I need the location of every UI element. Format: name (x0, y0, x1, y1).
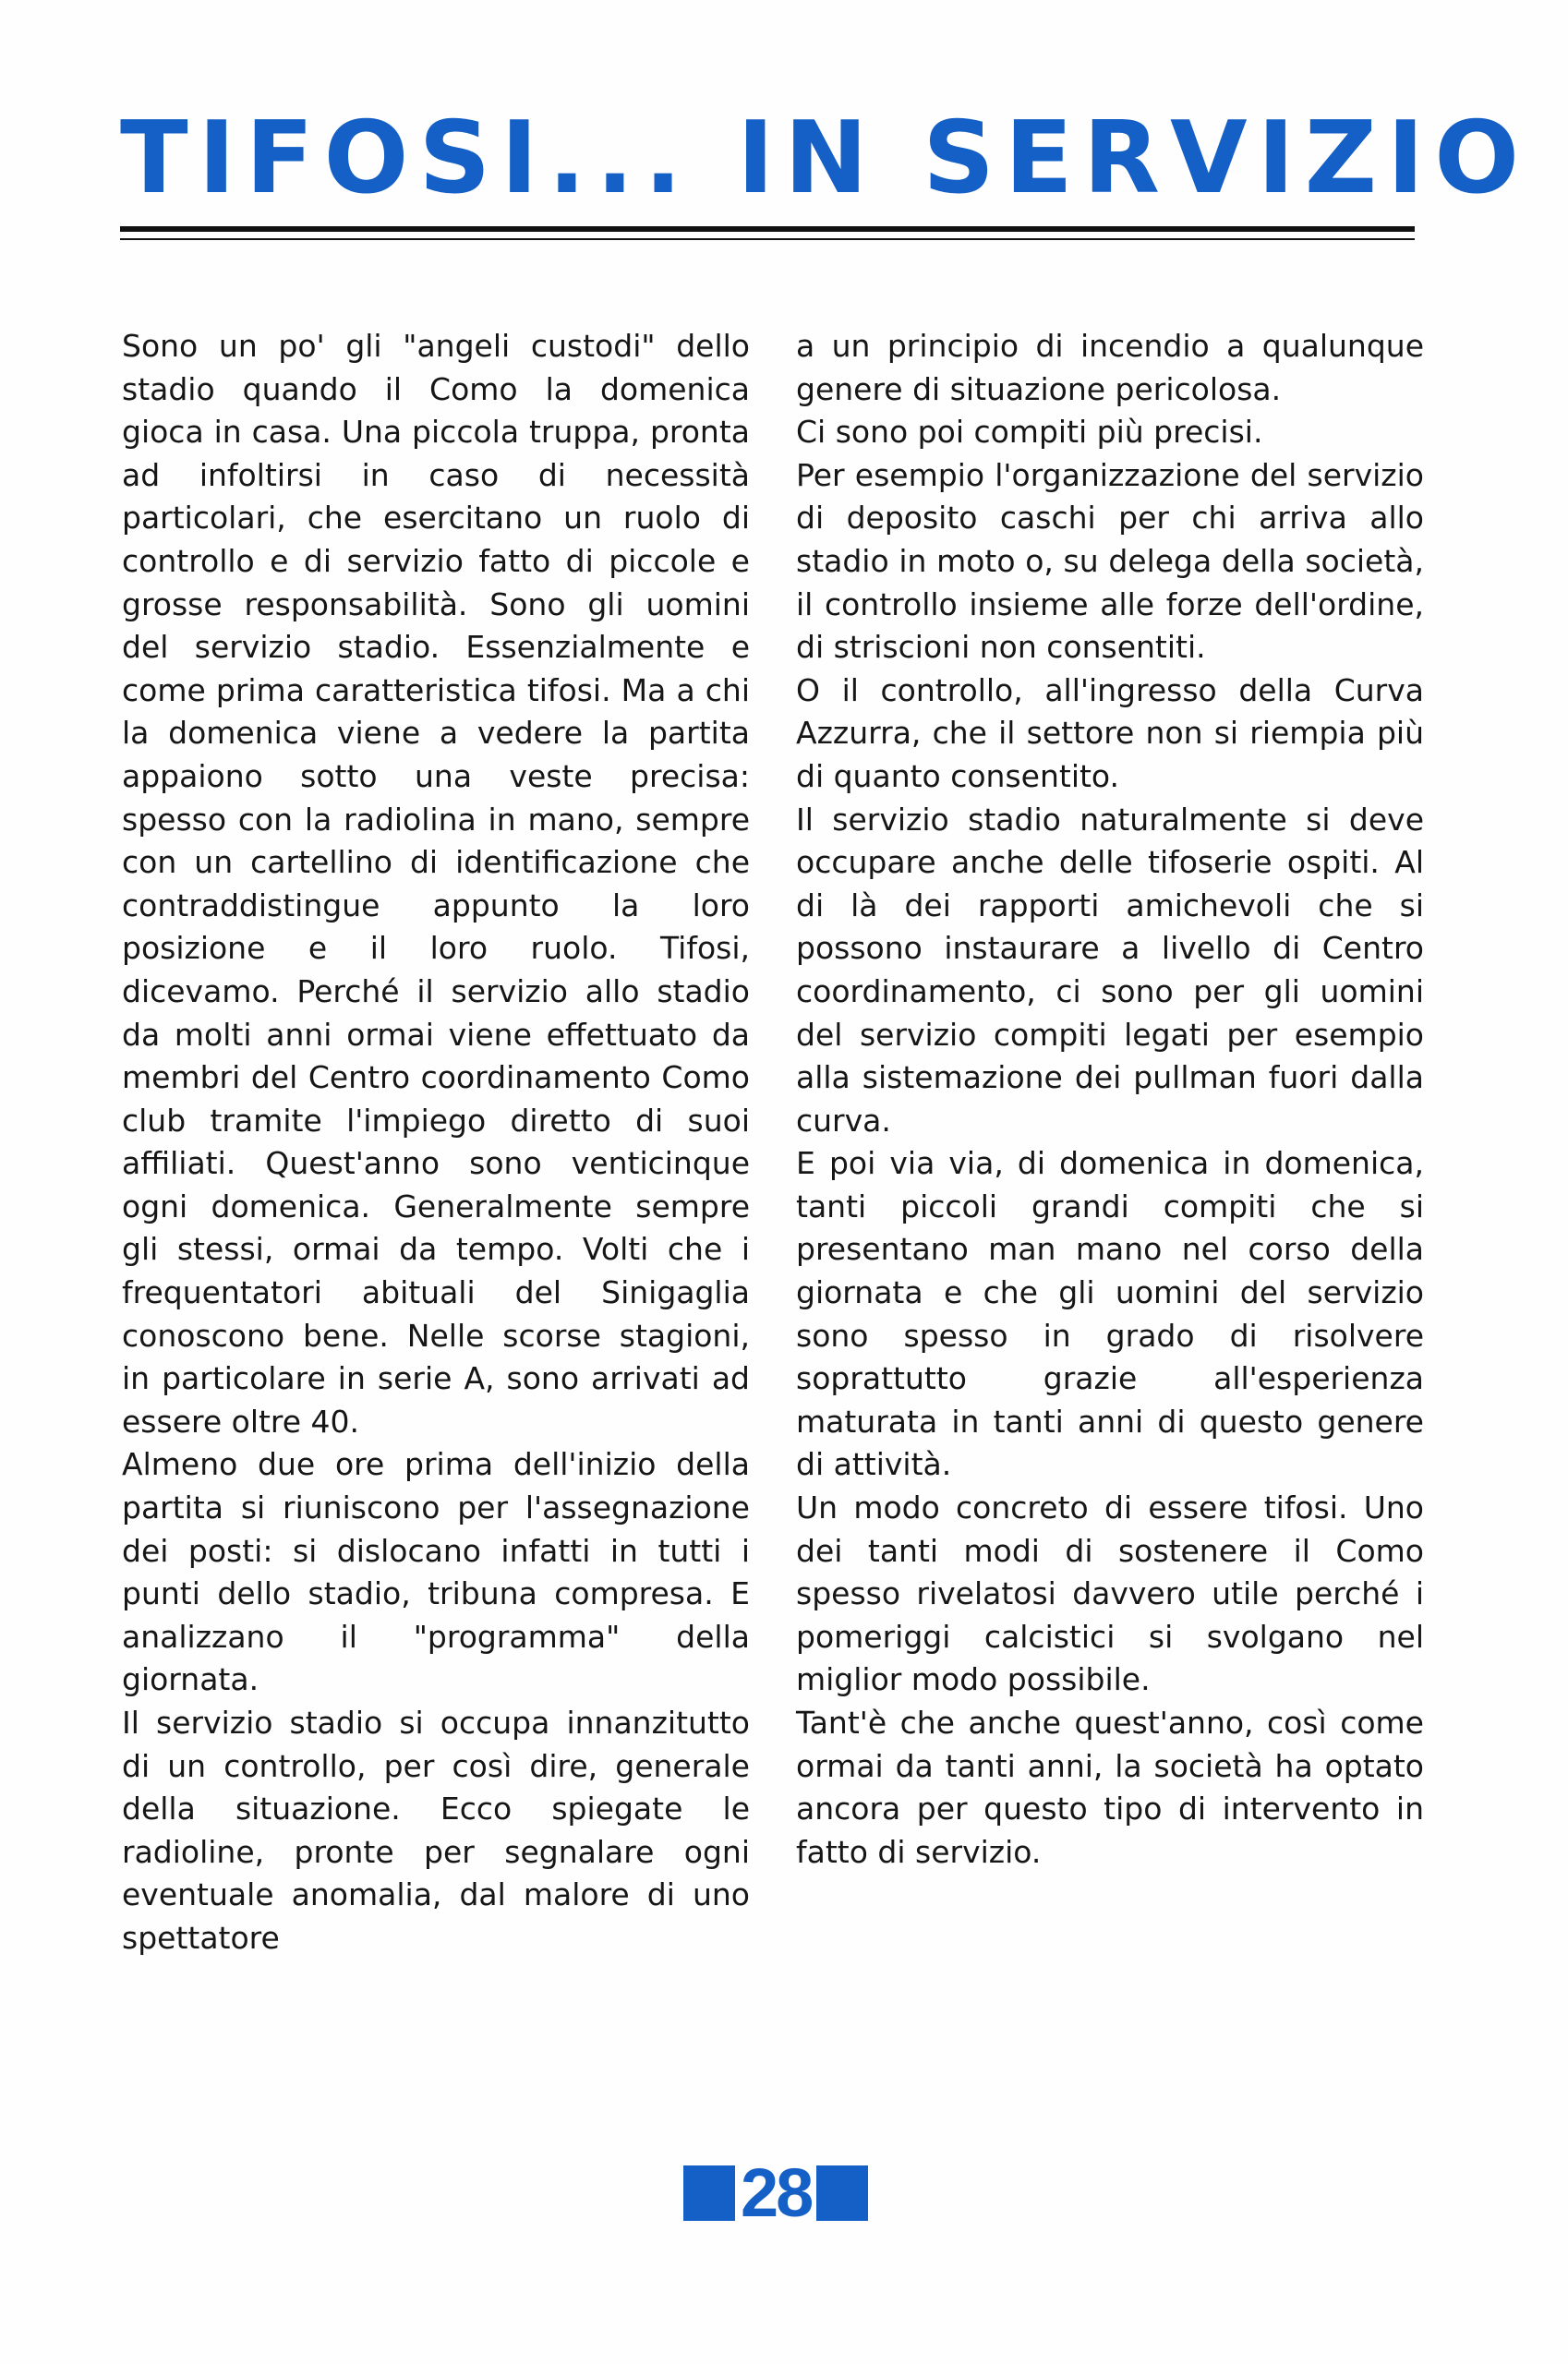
title-rule-thin (120, 238, 1415, 240)
left-paragraph-3: Il servizio stadio si occupa innanzitutto di un controllo, per così dire, generale della situazione. Ecco spiegate le radioline, pronte per segnalare ogni eventuale anomalia, dal malore di uno spettatore (122, 1705, 750, 1956)
left-paragraph-2: Almeno due ore prima dell'inizio della partita si riuniscono per l'assegnazione dei posti: si dislocano infatti in tutti i punti dello stadio, tribuna compresa. E analizzano il "programma" della giornata. (122, 1446, 750, 1698)
article-title: TIFOSI... IN SERVIZIO (120, 101, 1530, 216)
right-paragraph-7: Un modo concreto di essere tifosi. Uno dei tanti modi di sostenere il Como spesso rivelatosi davvero utile perché i pomeriggi calcistici si svolgano nel miglior modo possibile. (796, 1490, 1424, 1698)
page-number-left-square (683, 2165, 735, 2221)
right-paragraph-4: O il controllo, all'ingresso della Curva Azzurra, che il settore non si riempia più di quanto consentito. (796, 671, 1424, 794)
right-column (796, 325, 1424, 1874)
right-paragraph-8: Tant'è che anche quest'anno, così come ormai da tanti anni, la società ha optato ancora per questo tipo di intervento in fatto di servizio. (796, 1705, 1424, 1870)
right-paragraph-1: a un principio di incendio a qualunque genere di situazione pericolosa. (796, 328, 1424, 407)
title-rule-thick (120, 226, 1415, 232)
right-paragraph-6: E poi via via, di domenica in domenica, tanti piccoli grandi compiti che si presentano man mano nel corso della giornata e che gli uomini del servizio sono spesso in grado di risolvere soprattutto grazie all'esperienza maturata in tanti anni di questo genere di attività. (796, 1145, 1424, 1483)
page-number-text: 28 (741, 2154, 812, 2231)
right-paragraph-5: Il servizio stadio naturalmente si deve occupare anche delle tifoserie ospiti. Al di là dei rapporti amichevoli che si possono instaurare a livello di Centro coordinamento, ci sono per gli uomini del servizio compiti legati per esempio alla sistemazione dei pullman fuori dalla curva. (796, 801, 1424, 1139)
page-number (683, 2154, 868, 2231)
page-number-right-square (816, 2165, 868, 2221)
right-paragraph-2: Ci sono poi compiti più precisi. (796, 414, 1263, 451)
right-paragraph-3: Per esempio l'organizzazione del servizio di deposito caschi per chi arriva allo stadio in moto o, su delega della società, il controllo insieme alle forze dell'ordine, di striscioni non consentiti. (796, 456, 1424, 666)
left-column (122, 325, 750, 1960)
left-paragraph-1: Sono un po' gli "angeli custodi" dello stadio quando il Como la domenica gioca in casa. Una piccola truppa, pronta ad infoltirsi in caso di necessità particolari, che esercitano un ruolo di controllo e di servizio fatto di piccole e grosse responsabilità. Sono gli uomini del servizio stadio. Essenzialmente e come prima caratteristica tifosi. Ma a chi la domenica viene a vedere la partita appaiono sotto una veste precisa: spesso con la radiolina in mano, sempre con un cartellino di identificazione che contraddistingue appunto la loro posizione e il loro ruolo. Tifosi, dicevamo. Perché il servizio allo stadio da molti anni ormai viene effettuato da membri del Centro coordinamento Como club tramite l'impiego diretto di suoi affiliati. Quest'anno sono venticinque ogni domenica. Generalmente sempre gli stessi, ormai da tempo. Volti che i frequentatori abituali del Sinigaglia conoscono bene. Nelle scorse stagioni, in particolare in serie A, sono arrivati ad essere oltre 40. (122, 328, 750, 1440)
